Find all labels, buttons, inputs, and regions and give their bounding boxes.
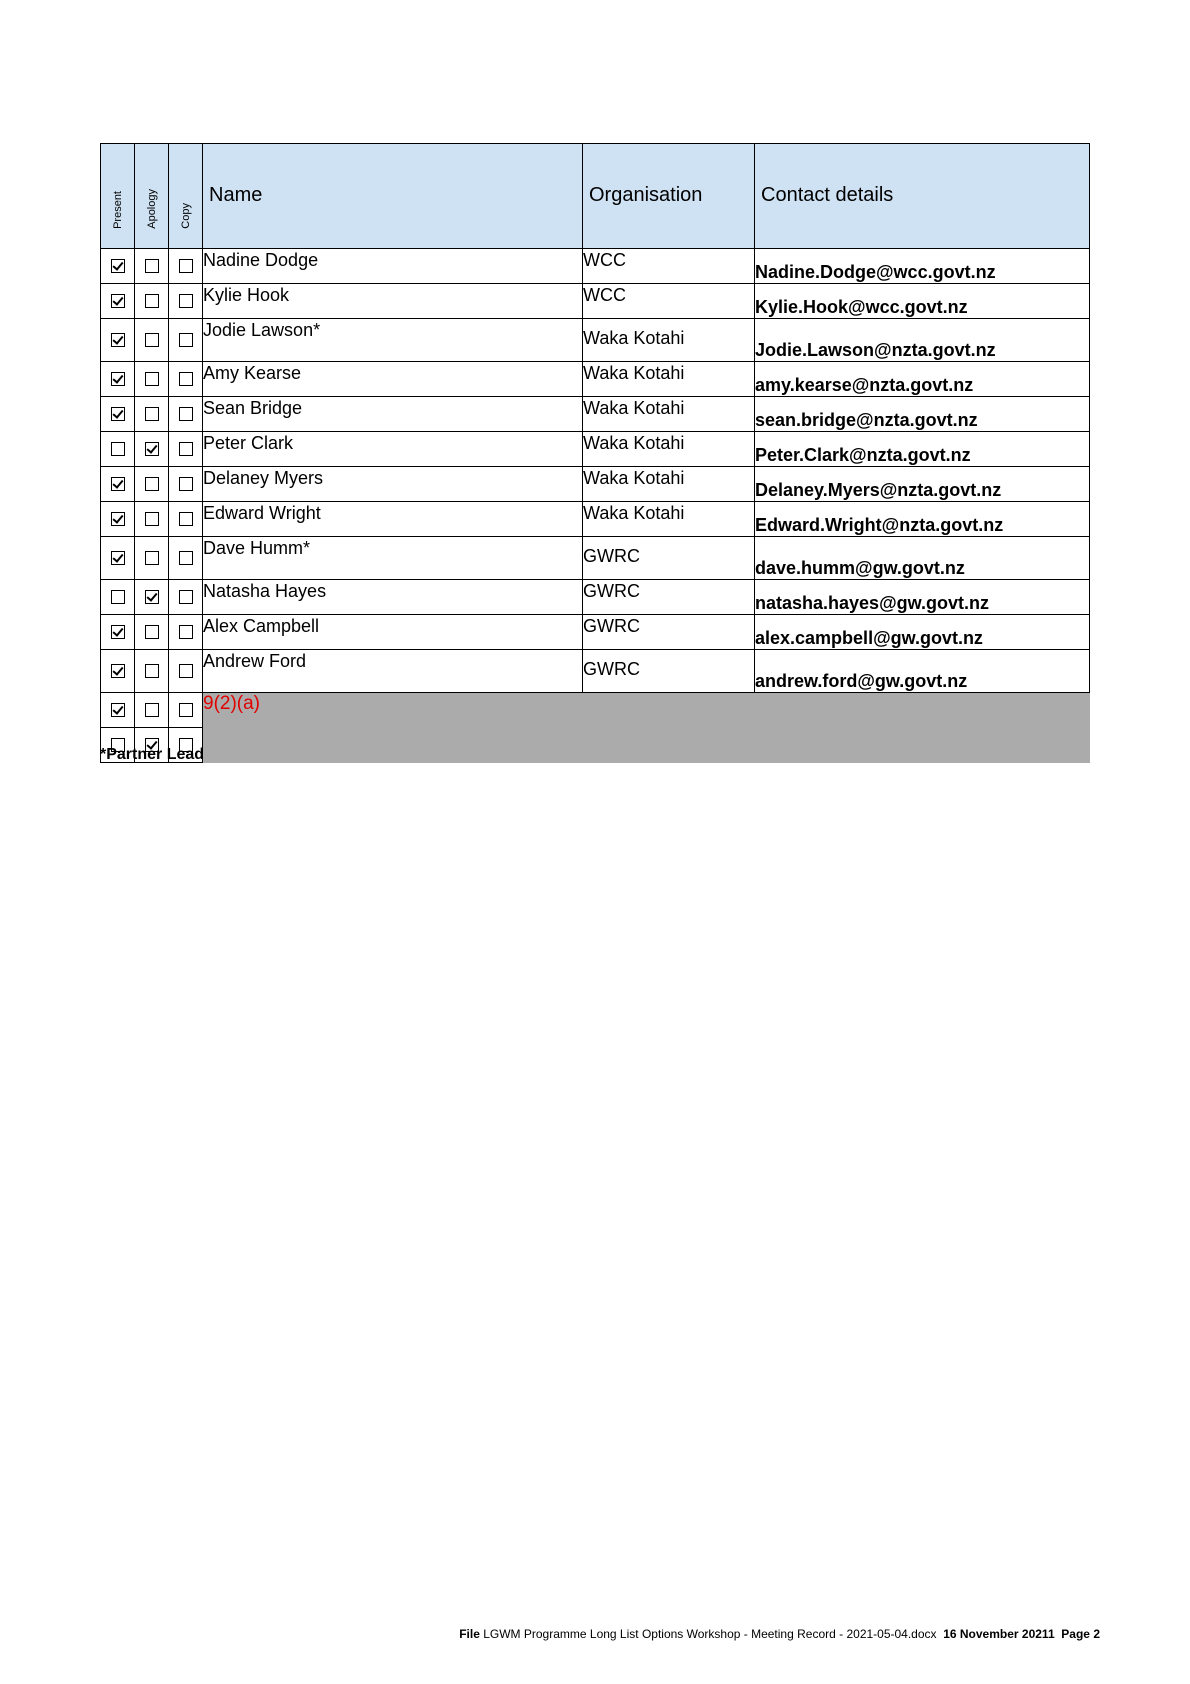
attendee-name: Amy Kearse bbox=[203, 362, 583, 397]
attendee-organisation: Waka Kotahi bbox=[583, 502, 755, 537]
attendee-organisation: WCC bbox=[583, 249, 755, 284]
apology-checkbox-cell bbox=[135, 580, 169, 615]
present-checkbox-cell bbox=[101, 502, 135, 537]
attendee-contact[interactable]: Edward.Wright@nzta.govt.nz bbox=[755, 502, 1090, 537]
redacted-table-row bbox=[101, 693, 1090, 728]
present-checkbox-cell bbox=[101, 615, 135, 650]
attendee-name: Andrew Ford bbox=[203, 650, 583, 693]
present-checkbox[interactable] bbox=[111, 664, 125, 678]
attendee-name: Jodie Lawson* bbox=[203, 319, 583, 362]
table-header-row bbox=[101, 144, 1090, 249]
attendee-contact[interactable]: amy.kearse@nzta.govt.nz bbox=[755, 362, 1090, 397]
attendee-organisation: Waka Kotahi bbox=[583, 432, 755, 467]
copy-checkbox-cell bbox=[169, 502, 203, 537]
table-row bbox=[101, 615, 1090, 650]
copy-checkbox-cell bbox=[169, 432, 203, 467]
table-row bbox=[101, 284, 1090, 319]
apology-checkbox-cell bbox=[135, 502, 169, 537]
attendee-organisation: Waka Kotahi bbox=[583, 397, 755, 432]
attendee-name: Delaney Myers bbox=[203, 467, 583, 502]
attendee-contact[interactable]: Nadine.Dodge@wcc.govt.nz bbox=[755, 249, 1090, 284]
attendee-contact[interactable]: sean.bridge@nzta.govt.nz bbox=[755, 397, 1090, 432]
present-checkbox-cell bbox=[101, 693, 135, 728]
copy-checkbox-cell bbox=[169, 580, 203, 615]
present-checkbox-cell bbox=[101, 284, 135, 319]
present-checkbox-cell bbox=[101, 397, 135, 432]
apology-checkbox[interactable] bbox=[145, 551, 159, 565]
apology-checkbox[interactable] bbox=[145, 590, 159, 604]
organisation-column-header: Organisation bbox=[583, 144, 755, 249]
attendee-contact[interactable]: Kylie.Hook@wcc.govt.nz bbox=[755, 284, 1090, 319]
footnote-partner-lead: *Partner Lead bbox=[100, 746, 205, 763]
attendee-organisation: GWRC bbox=[583, 650, 755, 693]
copy-checkbox-cell bbox=[169, 397, 203, 432]
copy-checkbox-cell bbox=[169, 362, 203, 397]
table-row bbox=[101, 650, 1090, 693]
attendee-organisation: WCC bbox=[583, 284, 755, 319]
attendee-contact[interactable]: Peter.Clark@nzta.govt.nz bbox=[755, 432, 1090, 467]
copy-checkbox-cell bbox=[169, 284, 203, 319]
attendee-name: Nadine Dodge bbox=[203, 249, 583, 284]
apology-checkbox[interactable] bbox=[145, 442, 159, 456]
copy-checkbox[interactable] bbox=[179, 512, 193, 526]
footer-file-label: File bbox=[459, 1627, 480, 1641]
present-checkbox-cell bbox=[101, 319, 135, 362]
attendee-contact[interactable]: Jodie.Lawson@nzta.govt.nz bbox=[755, 319, 1090, 362]
attendee-name: Alex Campbell bbox=[203, 615, 583, 650]
copy-column-header: Copy bbox=[169, 144, 203, 249]
copy-checkbox[interactable] bbox=[179, 551, 193, 565]
table-row bbox=[101, 580, 1090, 615]
apology-checkbox-cell bbox=[135, 397, 169, 432]
attendee-name: Peter Clark bbox=[203, 432, 583, 467]
attendee-contact[interactable]: Delaney.Myers@nzta.govt.nz bbox=[755, 467, 1090, 502]
present-checkbox-cell bbox=[101, 362, 135, 397]
apology-checkbox-cell bbox=[135, 537, 169, 580]
contact-column-header: Contact details bbox=[755, 144, 1090, 249]
table-row bbox=[101, 432, 1090, 467]
copy-checkbox[interactable] bbox=[179, 664, 193, 678]
table-row bbox=[101, 249, 1090, 284]
apology-checkbox[interactable] bbox=[145, 625, 159, 639]
present-checkbox[interactable] bbox=[111, 442, 125, 456]
attendee-organisation: GWRC bbox=[583, 537, 755, 580]
footer-file-name: LGWM Programme Long List Options Workshop - Meeting Record - 2021-05-04.docx bbox=[483, 1627, 937, 1641]
attendance-table bbox=[100, 143, 1090, 763]
apology-checkbox[interactable] bbox=[145, 407, 159, 421]
attendee-name: Sean Bridge bbox=[203, 397, 583, 432]
copy-checkbox[interactable] bbox=[179, 590, 193, 604]
copy-checkbox-cell bbox=[169, 467, 203, 502]
table-row bbox=[101, 362, 1090, 397]
present-checkbox-cell bbox=[101, 537, 135, 580]
copy-checkbox[interactable] bbox=[179, 333, 193, 347]
attendee-contact[interactable]: dave.humm@gw.govt.nz bbox=[755, 537, 1090, 580]
present-checkbox-cell bbox=[101, 432, 135, 467]
copy-checkbox[interactable] bbox=[179, 477, 193, 491]
copy-checkbox[interactable] bbox=[179, 407, 193, 421]
present-checkbox[interactable] bbox=[111, 333, 125, 347]
apology-checkbox[interactable] bbox=[145, 477, 159, 491]
apology-checkbox[interactable] bbox=[145, 664, 159, 678]
present-checkbox[interactable] bbox=[111, 259, 125, 273]
copy-checkbox-cell bbox=[169, 319, 203, 362]
present-column-header: Present bbox=[101, 144, 135, 249]
attendee-organisation: Waka Kotahi bbox=[583, 362, 755, 397]
copy-checkbox[interactable] bbox=[179, 372, 193, 386]
attendee-organisation: Waka Kotahi bbox=[583, 319, 755, 362]
redaction-code: 9(2)(a) bbox=[203, 693, 261, 714]
present-checkbox[interactable] bbox=[111, 551, 125, 565]
present-checkbox[interactable] bbox=[111, 477, 125, 491]
footer-date: 16 November 20211 bbox=[943, 1627, 1055, 1641]
present-checkbox-cell bbox=[101, 467, 135, 502]
attendee-contact[interactable]: alex.campbell@gw.govt.nz bbox=[755, 615, 1090, 650]
apology-checkbox[interactable] bbox=[145, 259, 159, 273]
attendee-name: Edward Wright bbox=[203, 502, 583, 537]
copy-checkbox-cell bbox=[169, 537, 203, 580]
present-checkbox[interactable] bbox=[111, 590, 125, 604]
present-checkbox[interactable] bbox=[111, 703, 125, 717]
redaction-block bbox=[203, 693, 1090, 763]
copy-checkbox[interactable] bbox=[179, 294, 193, 308]
attendee-name: Kylie Hook bbox=[203, 284, 583, 319]
attendee-name: Dave Humm* bbox=[203, 537, 583, 580]
present-checkbox-cell bbox=[101, 249, 135, 284]
apology-checkbox-cell bbox=[135, 693, 169, 728]
copy-checkbox[interactable] bbox=[179, 259, 193, 273]
apology-checkbox[interactable] bbox=[145, 512, 159, 526]
apology-checkbox[interactable] bbox=[145, 333, 159, 347]
present-checkbox[interactable] bbox=[111, 372, 125, 386]
apology-checkbox-cell bbox=[135, 362, 169, 397]
present-checkbox[interactable] bbox=[111, 625, 125, 639]
apology-checkbox-cell bbox=[135, 432, 169, 467]
apology-checkbox-cell bbox=[135, 284, 169, 319]
attendee-contact[interactable]: andrew.ford@gw.govt.nz bbox=[755, 650, 1090, 693]
copy-checkbox[interactable] bbox=[179, 442, 193, 456]
copy-checkbox-cell bbox=[169, 650, 203, 693]
copy-checkbox-cell bbox=[169, 249, 203, 284]
present-checkbox[interactable] bbox=[111, 294, 125, 308]
apology-checkbox[interactable] bbox=[145, 372, 159, 386]
apology-checkbox[interactable] bbox=[145, 703, 159, 717]
apology-checkbox-cell bbox=[135, 650, 169, 693]
apology-checkbox-cell bbox=[135, 319, 169, 362]
table-row bbox=[101, 537, 1090, 580]
name-column-header: Name bbox=[203, 144, 583, 249]
copy-checkbox-cell bbox=[169, 693, 203, 728]
table-row bbox=[101, 502, 1090, 537]
copy-checkbox[interactable] bbox=[179, 703, 193, 717]
present-checkbox-cell bbox=[101, 580, 135, 615]
present-checkbox[interactable] bbox=[111, 407, 125, 421]
attendee-organisation: GWRC bbox=[583, 615, 755, 650]
attendee-organisation: Waka Kotahi bbox=[583, 467, 755, 502]
apology-checkbox-cell bbox=[135, 615, 169, 650]
present-checkbox-cell bbox=[101, 650, 135, 693]
present-checkbox[interactable] bbox=[111, 512, 125, 526]
attendee-organisation: GWRC bbox=[583, 580, 755, 615]
footer-page: Page 2 bbox=[1061, 1627, 1100, 1641]
page-footer bbox=[459, 1627, 1100, 1641]
table-row bbox=[101, 467, 1090, 502]
apology-checkbox-cell bbox=[135, 467, 169, 502]
attendee-contact[interactable]: natasha.hayes@gw.govt.nz bbox=[755, 580, 1090, 615]
table-row bbox=[101, 319, 1090, 362]
attendee-name: Natasha Hayes bbox=[203, 580, 583, 615]
apology-checkbox-cell bbox=[135, 249, 169, 284]
copy-checkbox-cell bbox=[169, 615, 203, 650]
apology-column-header: Apology bbox=[135, 144, 169, 249]
table-row bbox=[101, 397, 1090, 432]
copy-checkbox[interactable] bbox=[179, 625, 193, 639]
apology-checkbox[interactable] bbox=[145, 294, 159, 308]
